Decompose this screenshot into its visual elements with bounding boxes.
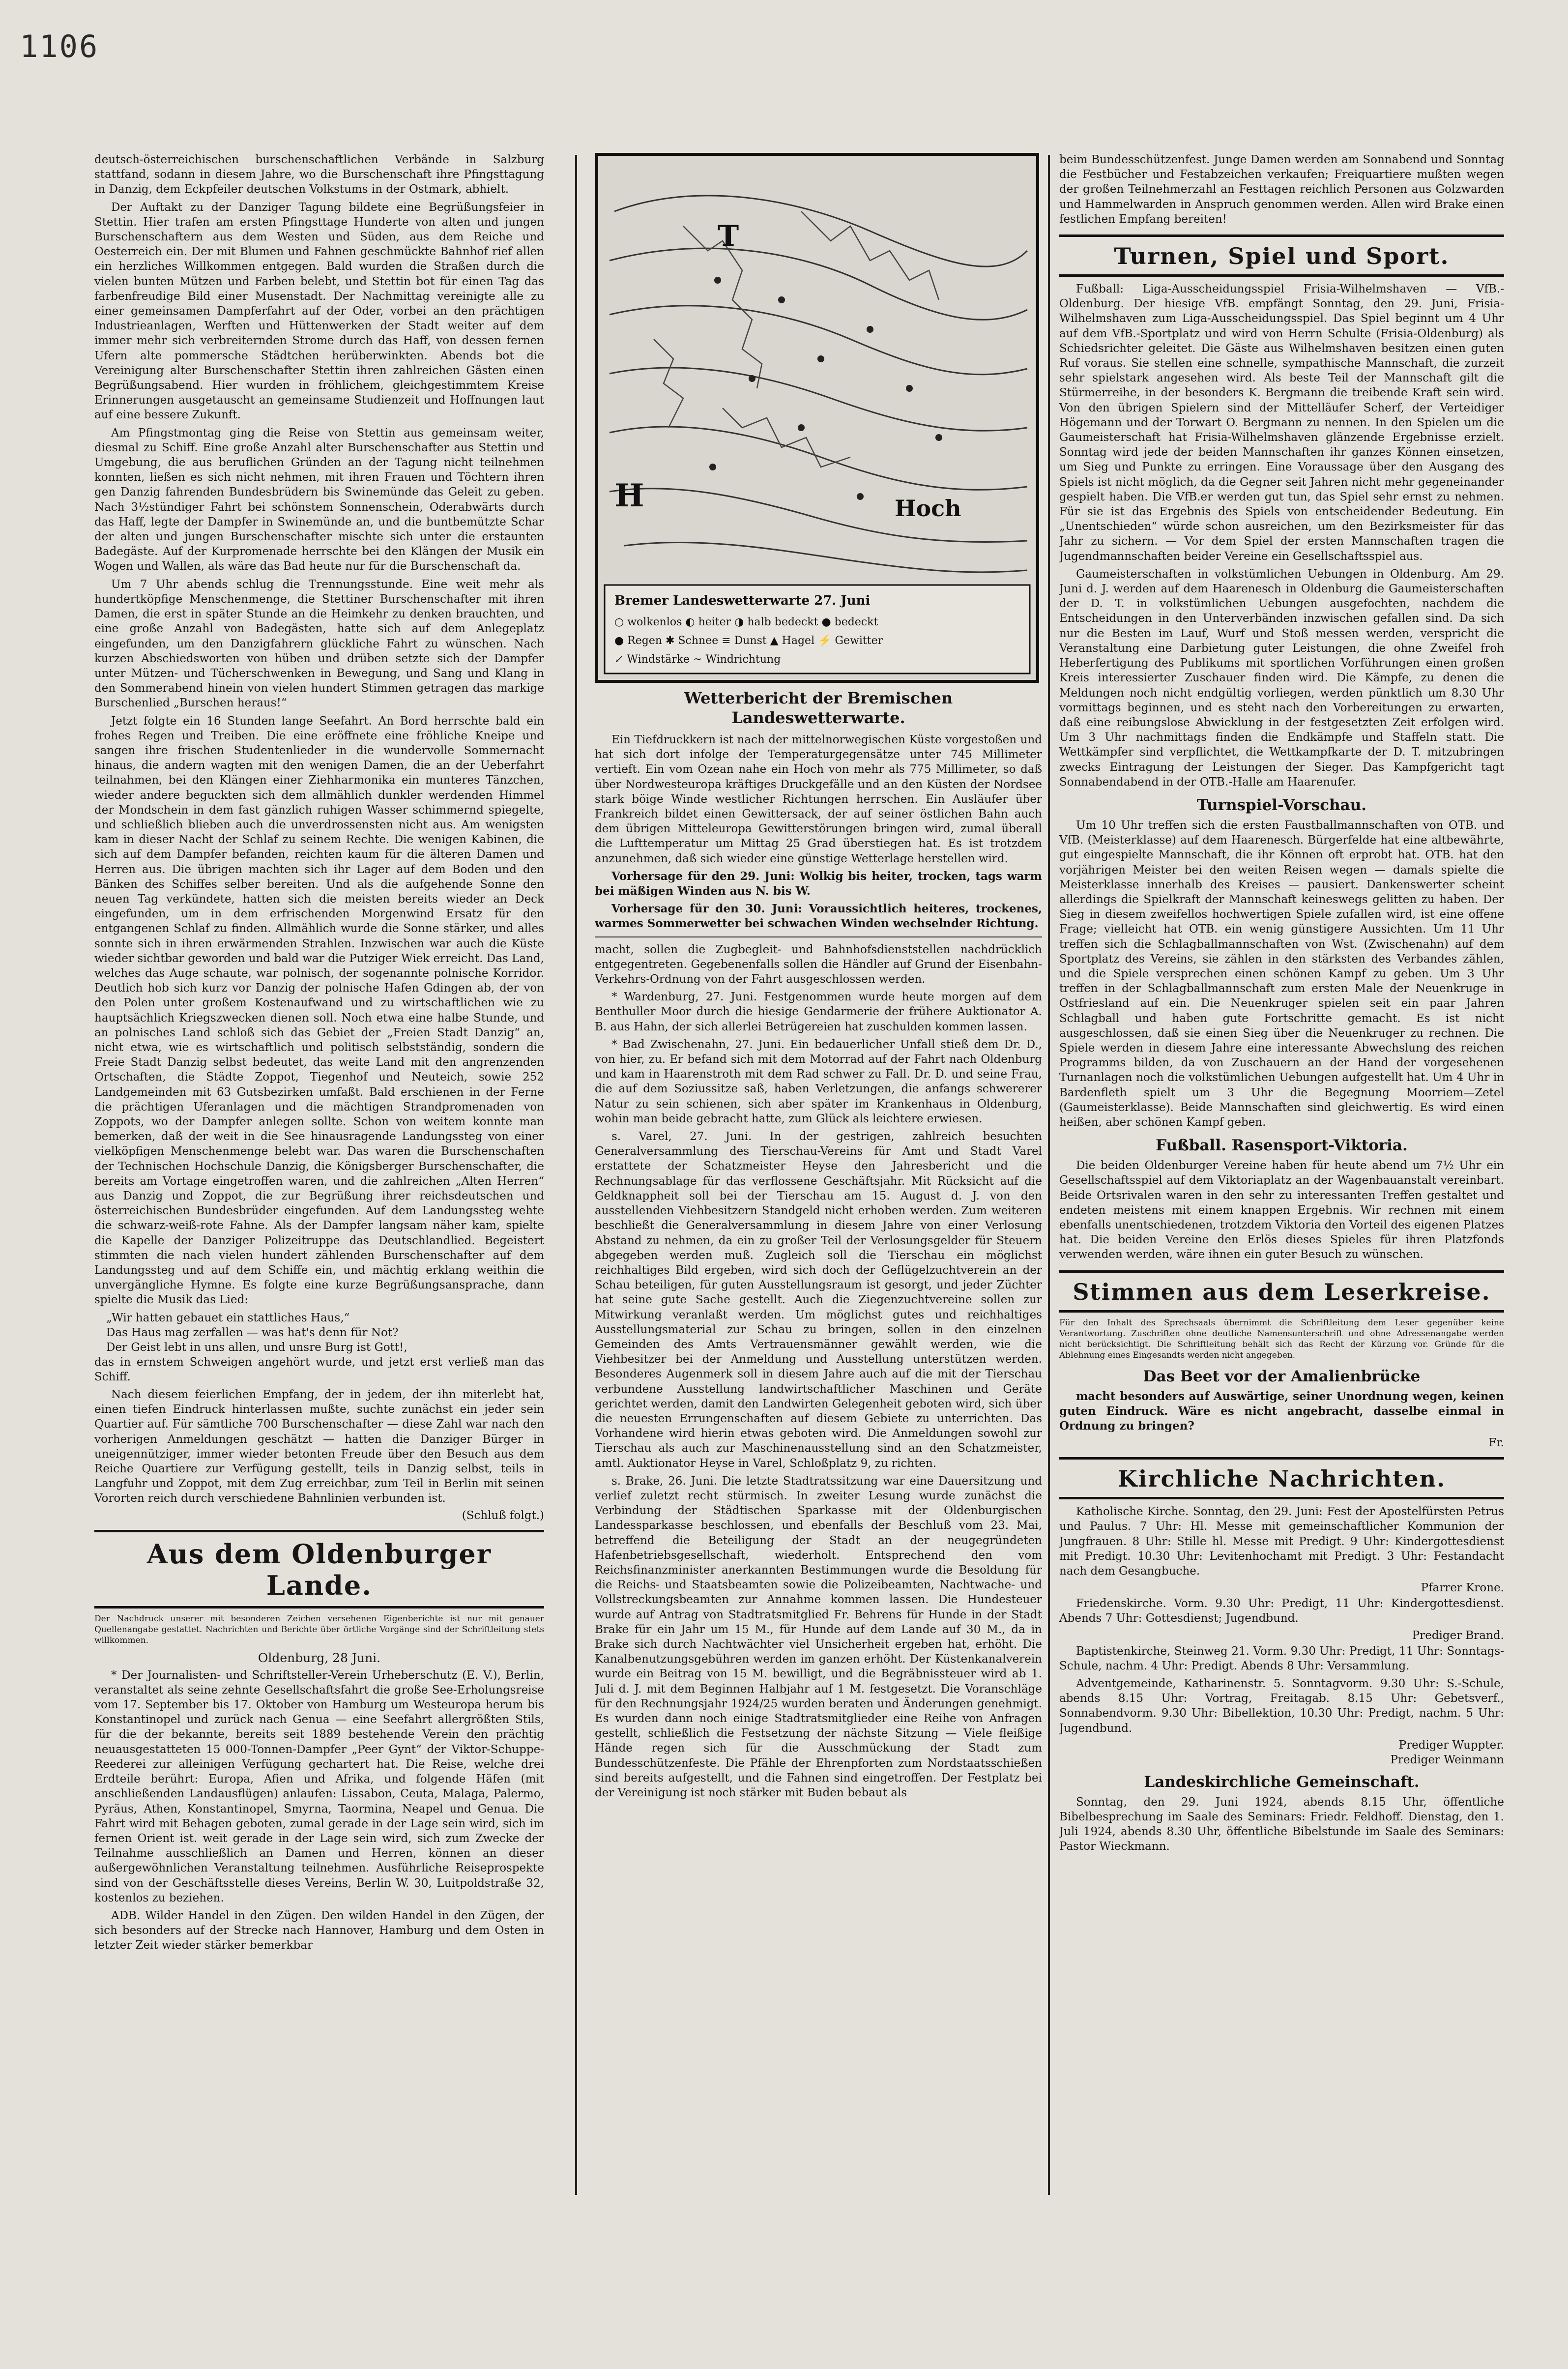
- article-paragraph: Nach diesem feierlichen Empfang, der in jedem, der ihn miterlebt hat, einen tiefen Eindruck hinterlassen mußte, suchte zunächst ein jeder sein Quartier auf. Für sämtliche 700 Burschenschafter — diese Zahl war nach den vorherigen Anmeldungen geschätzt — hatten die Danziger Bürger in uneigennütziger, immer wieder betonten Freude über den Besuch aus dem Reiche Quartiere zur Verfügung gestellt, teils in Danzig selbst, teils in Langfuhr und Zoppot, mit dem Zug erreichbar, zum Teil in Berlin mit seinen Vororten reich durch verschiedene Bahnlinien verbunden ist.: [94, 1388, 544, 1505]
- weather-report-text: Ein Tiefdruckkern ist nach der mittelnorwegischen Küste vorgestoßen und hat sich dort infolge der Temperaturgegensätze unter 745 Millimeter vertieft. Ein vom Ozean nahe ein Hoch von mehr als 775 Millimeter, so daß über Nordwesteuropa kräftiges Druckgefälle und an den Küsten der Nordsee stark böige Winde westlicher Richtungen herrschen. Ein Ausläufer über Frankreich bildet einen Gewittersack, der auf seiner östlichen Bahn auch dem übrigen Mitteleuropa Gewitterstörungen bringen wird, zumal überall die Lufttemperatur um Mittag 25 Grad überstiegen hat. Es ist trotzdem anzunehmen, daß sich wieder eine günstige Wetterlage herstellen wird.: [595, 733, 1042, 865]
- article-paragraph: * Bad Zwischenahn, 27. Juni. Ein bedauerlicher Unfall stieß dem Dr. D., von hier, zu. Er befand sich mit dem Motorrad auf der Fahrt nach Oldenburg und kam in Haarenstroth mit dem Rad schwer zu Fall. Dr. D. und seine Frau, die auf dem Soziussitze saß, haben Verletzungen, die anfangs schwererer Natur zu sein schienen, sich aber später im Krankenhaus in Oldenburg, wohin man beide gebracht hatte, zum Glück als leichtere erwiesen.: [595, 1038, 1042, 1125]
- church-signature: Pfarrer Krone.: [1421, 1581, 1504, 1595]
- article-paragraph: das in ernstem Schweigen angehört wurde, und jetzt erst verließ man das Schiff.: [94, 1355, 544, 1383]
- football-title: Fußball. Rasensport-Viktoria.: [1156, 1137, 1408, 1155]
- article-paragraph: * Wardenburg, 27. Juni. Festgenommen wurde heute morgen auf dem Benthuller Moor durch die hiesige Gendarmerie der frühere Auktionator A. B. aus Hahn, der sich allerlei Betrügereien hat zuschulden kommen lassen.: [595, 991, 1042, 1033]
- turnspiel-title: Turnspiel-Vorschau.: [1196, 796, 1367, 814]
- article-paragraph: Um 10 Uhr treffen sich die ersten Faustballmannschaften von OTB. und VfB. (Meisterklasse) auf dem Haarenesch. Bürgerfelde hat eine altbewährte, gut eingespielte Mannschaft, die ihr Können oft erprobt hat. OTB. hat den vorjährigen Meister bei den weiten Reisen wegen — damals spielte die Meisterklasse innerhalb des Kreises — pausiert. Dankenswerter scheint allerdings die Spielkraft der Mannschaft keineswegs gelitten zu haben. Der Sieg in diesem zweifellos hochwertigen Spiele zufallen wird, ist eine offene Frage; vielleicht hat OTB. ein wenig günstigere Aussichten. Um 11 Uhr treffen sich die Schlagballmannschaften von Wst. (Zwischenahn) auf dem Sportplatz des Vereins, sie zählen in den stärksten des Verbandes zählen, und die Spiele versprechen einen schönen Kampf zu geben. Um 3 Uhr treffen in der Schlagballmannschaft zum ersten Male der Neuenkruge in Ostfriesland auf ein. Die Neuenkruger spielen seit ein paar Jahren Schlagball und haben gute Fortschritte gemacht. Es ist nicht ausgeschlossen, daß sie einen Sieg über die Neuenkruger zu rechnen. Die Spiele werden in diesem Jahre eine interessante Abwechslung des reichen Programms bilden, da von Zuschauern an der Hand der vorgesehenen Turnanlagen noch die volkstümlichen Uebungen aufgestellt hat. Um 4 Uhr in Bardenfleth spielt um 3 Uhr die Begegnung Moorriem—Zetel (Gaumeisterklasse). Beide Mannschaften sind gleichwertig. Es wird einen heißen, aber schönen Kampf geben.: [1059, 819, 1504, 1129]
- article-paragraph: Um 7 Uhr abends schlug die Trennungsstunde. Eine weit mehr als hundertköpfige Menschenmenge, die Stettiner Burschenschafter mit ihren Damen, die erst in später Stunde an die Heimkehr zu denken brauchten, und eine große Anzahl von Badegästen, hatte sich auf dem Anlegeplatz eingefunden, um den Danzigfahrern glückliche Fahrt zu wünschen. Nach kurzen Abschiedsworten von hüben und drüben setzte sich der Dampfer unter Mützen- und Tücherschwenken in Bewegung, und Sang und Klang in den Sommerabend hinein von vielen hundert Stimmen getragen das markige Burschenlied „Burschen heraus!“: [94, 578, 544, 710]
- section-header-voices: Stimmen aus dem Leserkreise.: [1059, 1270, 1504, 1313]
- church-signature: Prediger Weinmann: [1390, 1753, 1504, 1766]
- voices-notice: Für den Inhalt des Sprechsaals übernimmt die Schriftleitung dem Leser gegenüber keine Verantwortung. Zuschriften ohne deutliche Namensunterschrift und ohne Adressenangabe werden nicht berücksichtigt. Die Schriftleitung behält sich das Recht der Kürzung vor. Gründe für die Ablehnung eines Eingesandts werden nicht angegeben.: [1059, 1317, 1504, 1360]
- column-3: [1059, 152, 1504, 2242]
- article-paragraph: ADB. Wilder Handel in den Zügen. Den wilden Handel in den Zügen, der sich besonders auf der Strecke nach Hannover, Hamburg und dem Osten in letzter Zeit wieder stärker bemerkbar: [94, 1909, 544, 1952]
- article-paragraph: * Der Journalisten- und Schriftsteller-Verein Urheberschutz (E. V.), Berlin, veranstaltet als seine zehnte Gesellschaftsfahrt die große See-Erholungsreise vom 17. September bis 17. Oktober von Hamburg um Westeuropa herum bis Konstantinopel und zurück nach Genua — eine Seefahrt allergrößten Stils, für die der bekannte, bereits seit 1889 bestehende Verein den prächtig neuausgestatteten 15 000-Tonnen-Dampfer „Peer Gynt“ der Viktor-Schuppe-Reederei zur alleinigen Verfügung gechartert hat. Die Reise, welche drei Erdteile berührt: Europa, Afien und Afrika, und folgende Häfen (mit anschließenden Landausflügen) anlaufen: Lissabon, Ceuta, Malaga, Palermo, Pyräus, Athen, Konstantinopel, Smyrna, Taormina, Neapel und Genua. Die Fahrt wird mit Behagen geboten, zumal gerade in der Lage sein wird, sich im fernen Orient ist. weit gerade in der Lage sein wird, sich zum Zwecke der Teilnahme ausschließlich an Damen und Herren, können an dieser außergewöhnlichen Veranstaltung teilnehmen. Ausführliche Reiseprospekte sind von der Geschäftsstelle dieses Vereins, Berlin W. 30, Luitpoldstraße 32, kostenlos zu beziehen.: [94, 1668, 544, 1904]
- weather-map-graphic: [595, 152, 1040, 683]
- weather-map: [595, 152, 1040, 683]
- article-paragraph: beim Bundesschützenfest. Junge Damen werden am Sonnabend und Sonntag die Festbücher und Festabzeichen verkaufen; Freiquartiere mußten wegen der großen Teilnehmerzahl an Festtagen reichlich Personen aus Golzwarden und Hammelwarden in Anspruch genommen werden. Allen wird Brake einen festlichen Empfang bereiten!: [1059, 153, 1504, 226]
- section-header-oldenburg: Aus dem Oldenburger Lande.: [94, 1530, 544, 1609]
- article-paragraph: Der Auftakt zu der Danziger Tagung bildete eine Begrüßungsfeier in Stettin. Hier trafen am ersten Pfingsttage Hunderte von alten und jungen Burschenschaftern aus dem Westen und Süden, aus dem Reiche und Oesterreich ein. Der mit Blumen und Fahnen geschmückte Bahnhof rief allen ein herzliches Willkommen entgegen. Bald wurden die Straßen durch die vielen bunten Mützen und Farben belebt, und Stettin bot für einen Tag das farbenfreudige Bild einer Musenstadt. Der Nachmittag vereinigte alle zu einer gemeinsamen Dampferfahrt auf der Oder, vorbei an den prächtigen Industrieanlagen, Werften und Hüttenwerken der Stadt weiter auf dem immer mehr sich verbreiternden Strome durch das Haff, von dessen fernen Ufern alte pommersche Städtchen herüberwinkten. Abends bot die Vereinigung alter Burschenschafter Stettin ihren zahlreichen Gästen einen Begrüßungsabend. Hier wurden in fröhlichem, gleichgestimmtem Kreise Erinnerungen ausgetauscht an gemeinsame Studienzeit und Hoffnungen laut auf eine bessere Zukunft.: [94, 201, 544, 422]
- bridge-letter-text: macht besonders auf Auswärtige, seiner Unordnung wegen, keinen guten Eindruck. Wäre es nicht angebracht, dasselbe einmal in Ordnung zu bringen?: [1059, 1389, 1504, 1433]
- song-line: „Wir hatten gebauet ein stattliches Haus,“: [106, 1311, 350, 1324]
- article-paragraph: Jetzt folgte ein 16 Stunden lange Seefahrt. An Bord herrschte bald ein frohes Regen und Treiben. Die eine eröffnete eine fröhliche Kneipe und sangen ihre frischen Studentenlieder in die wundervolle Sommernacht hinaus, die andern wagten mit den wenigen Damen, die an der Ueberfahrt teilnahmen, bei den Klängen einer Ziehharmonika ein munteres Tänzchen, wieder andere beguckten sich dem allmählich dunkler werdenden Himmel der Mondschein in dem fast gänzlich ruhigen Wasser schimmernd spiegelte, und schließlich blieben auch die unverdrossensten nicht aus. Am wenigsten kam in dieser Nacht der Schlaf zu seinem Rechte. Die wenigen Kabinen, die sich auf dem Dampfer befanden, reichten kaum für die älteren Damen und Herren aus. Die übrigen machten sich ihr Lager auf dem Boden und den Bänken des Schiffes selber bereiten. Und als die aufgehende Sonne den neuen Tag verkündete, hatten sich die meisten bereits wieder an Deck eingefunden, um in dem erfrischenden Morgenwind Ersatz für den entgangenen Schlaf zu finden. Allmählich wurde die Sonne stärker, und alles sonnte sich in ihren erwärmenden Strahlen. Inzwischen war auch die Küste wieder sichtbar geworden und bald war die Putziger Wiek erreicht. Das Land, welches das Auge schaute, war polnisch, der sogenannte polnische Korridor. Deutlich hob sich kurz vor Danzig der polnische Hafen Gdingen ab, der von den Polen unter großem Kostenaufwand und zu wirtschaftlichen wie zu hauptsächlich Kriegszwecken dienen soll. Noch etwa eine halbe Stunde, und an polnisches Land schloß sich das Gebiet der „Freien Stadt Danzig“ an, nicht etwa, wie es wirtschaftlich und politisch selbstständig, sondern die Freie Stadt Danzig selbst bedeutet, das weite Land mit den angrenzenden Ortschaften, die Städte Zoppot, Tiegenhof und Neuteich, sowie 252 Landgemeinden mit 63 Gutsbezirken umfaßt. Bald erschienen in der Ferne die prächtigen Uferanlagen und die mächtigen Strandpromenaden von Zoppots, wo der Dampfer anlegen sollte. Schon von weitem konnte man bemerken, daß der weit in die See hinausragende Landungssteg von einer vielköpfigen Menschenmenge belebt war. Das waren die Burschenschaften der Technischen Hochschule Danzig, die Königsberger Burschenschafter, die bereits am Vortage eingetroffen waren, und die zahlreichen „Alten Herren“ aus Danzig und Zoppot, die zur Begrüßung ihrer reichsdeutschen und österreichischen Bundesbrüder eingefunden. Auf dem Landungssteg wehte die schwarz-weiß-rote Fahne. Als der Dampfer langsam näher kam, spielte die Kapelle der Danziger Polizeitruppe das Deutschlandlied. Begeistert stimmten die nach vielen hundert zählenden Burschenschafter auf dem Landungssteg und auf dem Schiffe ein, und mächtig erklang weithin die unvergängliche Hymne. Es folgte eine kurze Begrüßungsansprache, dann spielte die Musik das Lied:: [94, 714, 544, 1307]
- church-notice: Baptistenkirche, Steinweg 21. Vorm. 9.30 Uhr: Predigt, 11 Uhr: Sonntags-Schule, nachm. 4 Uhr: Predigt. Abends 8 Uhr: Versammlung.: [1059, 1644, 1504, 1672]
- article-paragraph: Die beiden Oldenburger Vereine haben für heute abend um 7½ Uhr ein Gesellschaftsspiel auf dem Viktoriaplatz an der Wagenbauanstalt vereinbart. Beide Ortsrivalen waren in den sehr zu interessanten Treffen gestaltet und endeten meistens mit einem knappen Ergebnis. Wir rechnen mit einem ebenfalls unentschiedenen, trotzdem Viktoria den Vorteil des eigenen Platzes hat. Die beiden Vereine den Erlös dieses Spieles für ihren Platzfonds verwenden werden, wäre ihnen ein guter Besuch zu wünschen.: [1059, 1159, 1504, 1261]
- column-rule-2: [1048, 155, 1050, 2195]
- section-header-sport: Turnen, Spiel und Sport.: [1059, 234, 1504, 277]
- bridge-letter-signature: Fr.: [1488, 1436, 1504, 1450]
- landeskirch-title: Landeskirchliche Gemeinschaft.: [1144, 1773, 1420, 1791]
- church-notice: Friedenskirche. Vorm. 9.30 Uhr: Predigt, 11 Uhr: Kindergottesdienst. Abends 7 Uhr: Gottesdienst; Jugendbund.: [1059, 1597, 1504, 1625]
- church-notice: Adventgemeinde, Katharinenstr. 5. Sonntagvorm. 9.30 Uhr: S.-Schule, abends 8.15 Uhr: Vortrag, Freitagab. 8.15 Uhr: Gebetsverf., Sonnabendvorm. 9.30 Uhr: Bibellektion, 10.30 Uhr: Predigt, nachm. 5 Uhr: Jugendbund.: [1059, 1677, 1504, 1735]
- dateline: Oldenburg, 28 Juni.: [258, 1650, 381, 1665]
- church-signature: Prediger Brand.: [1412, 1629, 1504, 1642]
- reprint-notice: Der Nachdruck unserer mit besonderen Zeichen versehenen Eigenberichte ist nur mit genauer Quellenangabe gestattet. Nachrichten und Berichte über örtliche Vorgänge sind der Schriftleitung stets willkommen.: [94, 1613, 544, 1645]
- song-quote: [94, 1311, 544, 1355]
- church-signature: Prediger Wuppter.: [1398, 1738, 1504, 1752]
- article-paragraph: s. Varel, 27. Juni. In der gestrigen, zahlreich besuchten Generalversammlung des Tierschau-Vereins für Amt und Stadt Varel erstattete der Schatzmeister Heyse den Jahresbericht und die Rechnungsablage für das verflossene Geschäftsjahr. Mit Rücksicht auf die Geldknappheit soll bei der Tierschau am 15. August d. J. von den ausstellenden Viehbesitzern Standgeld nicht erhoben werden. Zum weiteren beschließt die Generalversammlung in diesem Jahre von einer Verlosung Abstand zu nehmen, da ein zu großer Teil der Verlosungsgelder für Steuern abgegeben werden muß. Zugleich soll die Tierschau ein möglichst reichhaltiges Bild ergeben, wird sich doch der Geflügelzuchtverein an der Schau beteiligen, für guten Ausstellungsraum ist gesorgt, und jeder Züchter hat seine gute Sache gestellt. Auch die Ziegenzuchtvereine sollen zur Mitwirkung veranlaßt werden. Um möglichst gutes und reichhaltiges Ausstellungsmaterial zur Schau zu bringen, sollen in den einzelnen Gemeinden des Amts Vertrauensmänner gewählt werden, wie die Viehbesitzer bei der Anmeldung und Ausstellung unterstützen werden. Besonderes Augenmerk soll in diesem Jahre auch auf die mit der Tierschau verbundene Ausstellung landwirtschaftlicher Maschinen und Geräte gerichtet werden, damit den Landwirten Gelegenheit geboten wird, sich über die neuesten Errungenschaften auf diesem Gebiete zu unterrichten. Das Vorhandene wird hierin etwas geboten wird. Die Anmeldungen sowohl zur Tierschau als auch zur Maschinenausstellung sind an den Schatzmeister, amtl. Auktionator Heyse in Varel, Schloßplatz 9, zu richten.: [595, 1130, 1042, 1470]
- song-line: Das Haus mag zerfallen — was hat's denn für Not?: [106, 1326, 399, 1339]
- continued-note: (Schluß folgt.): [462, 1509, 544, 1522]
- section-header-church: Kirchliche Nachrichten.: [1059, 1457, 1504, 1499]
- article-paragraph: deutsch-österreichischen burschenschaftlichen Verbände in Salzburg stattfand, sodann in diesem Jahre, wo die Burschenschaft ihre Pfingsttagung in Danzig, dem Eckpfeiler deutschen Volkstums in der Ostmark, abhielt.: [94, 153, 544, 196]
- map-legend-line: ● Regen ✱ Schnee ≡ Dunst ▲ Hagel ⚡ Gewitter: [614, 635, 883, 647]
- low-pressure-label: T: [718, 219, 739, 253]
- church-notice: Katholische Kirche. Sonntag, den 29. Juni: Fest der Apostelfürsten Petrus und Paulus. 7 Uhr: Hl. Messe mit gemeinschaftlicher Kommunion der Jungfrauen. 8 Uhr: Stille hl. Messe mit Predigt. 9 Uhr: Kindergottesdienst mit Predigt. 10.30 Uhr: Levitenhochamt mit Predigt. 3 Uhr: Festandacht nach dem Gesangbuche.: [1059, 1505, 1504, 1578]
- article-paragraph: Am Pfingstmontag ging die Reise von Stettin aus gemeinsam weiter, diesmal zu Schiff. Eine große Anzahl alter Burschenschafter aus Stettin und Umgebung, die aus beruflichen Gründen an der Tagung nicht teilnehmen konnten, ließen es sich nicht nehmen, mit ihren Frauen und Töchtern ihren gen Danzig fahrenden Bundesbrüdern bis Swinemünde das Geleit zu geben. Nach 3½stündiger Fahrt bei schönstem Sonnenschein, Oderabwärts durch das Haff, legte der Dampfer in Swinemünde an, und die buntbemützte Schar der alten und jungen Burschenschafter mischte sich unter die erstaunten Badegäste. Auf der Kurpromenade herrschte bei den Klängen der Musik ein Wogen und Wallen, als wäre das Bad heute nur für die Burschenschaft da.: [94, 426, 544, 573]
- forecast-29: Vorhersage für den 29. Juni: Wolkig bis heiter, trocken, tags warm bei mäßigen Winden aus N. bis W.: [595, 869, 1042, 898]
- map-legend-title: Bremer Landeswetterwarte 27. Juni: [614, 593, 871, 608]
- high-pressure-label: Hoch: [895, 495, 961, 522]
- divider: [595, 936, 1042, 937]
- weather-report-title: Wetterbericht der Bremischen Landeswetterwarte.: [684, 689, 953, 727]
- column-2: [595, 152, 1042, 2242]
- bridge-letter-title: Das Beet vor der Amalienbrücke: [1143, 1367, 1421, 1385]
- article-paragraph: s. Brake, 26. Juni. Die letzte Stadtratssitzung war eine Dauersitzung und verlief zuletzt recht stürmisch. In zweiter Lesung wurde zunächst die Verbindung der Städtischen Sparkasse mit der Oldenburgischen Landessparkasse beschlossen, und ebenfalls der Beschluß vom 23. Mai, betreffend die Beteiligung der Stadt an der neugegründeten Hafenbetriebsgesellschaft, wiederholt. Entsprechend den vom Reichsfinanzminister anerkannten Bestimmungen wurde die Besoldung für die Reichs- und Staatsbeamten sowie die Polizeibeamten, Nachtwache- und Vollstreckungsbeamten zur Annahme kommen lassen. Die Hundesteuer wurde auf Antrag von Stadtratsmitglied Fr. Behrens für Hunde in der Stadt Brake für ein Jahr um 15 M., für Hunde auf dem Lande auf 30 M., da in Brake sich durch Nachtwächter viel Unsicherheit ergeben hat, erhöht. Die Kanalbenutzungsgebühren werden im ganzen erhöht. Der Küstenkanalverein wurde ein Beitrag von 15 M. bewilligt, und die Begräbnissteuer wird ab 1. Juli d. J. mit dem Beginnen Halbjahr auf 1 M. festgesetzt. Die Voranschläge für den Rechnungsjahr 1924/25 wurden beraten und Änderungen genehmigt. Es wurden dann noch einige Stadtratsmitglieder eine Reihe von Anfragen gestellt, schließlich die Festsetzung der nächste Sitzung — Viele fleißige Hände regen sich für die Ausschmückung der Stadt zum Bundesschützenfeste. Die Pfähle der Ehrenpforten zum Nordstaatsschießen sind bereits aufgestellt, und die Fahnen sind eingetroffen. Der Festplatz bei der Vereinigung ist noch stärker mit Buden bebaut als: [595, 1474, 1042, 1800]
- column-1: [94, 152, 544, 2242]
- page-number: 1106: [20, 29, 99, 64]
- landeskirch-text: Sonntag, den 29. Juni 1924, abends 8.15 Uhr, öffentliche Bibelbesprechung im Saale des Seminars: Friedr. Feldhoff. Dienstag, den 1. Juli 1924, abends 8.30 Uhr, öffentliche Bibelstunde im Saale des Seminars: Pastor Wieckmann.: [1059, 1795, 1504, 1853]
- high-pressure-label: H: [614, 477, 644, 514]
- forecast-30: Vorhersage für den 30. Juni: Voraussichtlich heiteres, trockenes, warmes Sommerwetter bei schwachen Winden wechselnder Richtung.: [595, 902, 1042, 931]
- song-line: Der Geist lebt in uns allen, und unsre Burg ist Gott!,: [106, 1341, 407, 1354]
- map-legend-line: ○ wolkenlos ◐ heiter ◑ halb bedeckt ● bedeckt: [614, 616, 878, 628]
- map-legend-line: ↙ Windstärke ~ Windrichtung: [614, 653, 781, 666]
- article-paragraph: macht, sollen die Zugbegleit- und Bahnhofsdienststellen nachdrücklich entgegentreten. Gegebenenfalls sollen die Händler auf Grund der Eisenbahn-Verkehrs-Ordnung von der Fahrt ausgeschlossen werden.: [595, 943, 1042, 986]
- article-paragraph: Fußball: Liga-Ausscheidungsspiel Frisia-Wilhelmshaven — VfB.-Oldenburg. Der hiesige VfB. empfängt Sonntag, den 29. Juni, Frisia-Wilhelmshaven zum Liga-Ausscheidungsspiel. Das Spiel beginnt um 4 Uhr auf dem VfB.-Sportplatz und wird von Herrn Schulte (Frisia-Oldenburg) als Schiedsrichter geleitet. Die Gäste aus Wilhelmshaven besitzen einen guten Ruf voraus. Sie stellen eine schnelle, sympathische Mannschaft, die zurzeit sehr spielstark angesehen wird. Als beste Teil der Mannschaft gilt die Stürmerreihe, in der besonders K. Bergmann die treibende Kraft sein wird. Von den übrigen Spielern sind der Mittelläufer Scherf, der Verteidiger Högemann und der Torwart O. Bergmann zu nennen. In den Spielen um die Gaumeisterschaft hat Frisia-Wilhelmshaven glänzende Ergebnisse erzielt. Sonntag wird jede der beiden Mannschaften ihr ganzes Können einsetzen, um Sieg und Punkte zu erringen. Eine Voraussage über den Ausgang des Spiels ist nicht möglich, da die Gegner seit Jahren nicht mehr gegeneinander gespielt haben. Die VfB.er werden gut tun, das Spiel sehr ernst zu nehmen. Für sie ist das Ergebnis des Spiels von entscheidender Bedeutung. Ein „Unentschieden“ würde schon ausreichen, um den Bezirksmeister für das Jahr zu sichern. — Vor dem Spiel der ersten Mannschaften tragen die Jugendmannschaften beider Vereine ein Gesellschaftsspiel aus.: [1059, 283, 1504, 563]
- column-rule-1: [575, 155, 577, 2195]
- article-paragraph: Gaumeisterschaften in volkstümlichen Uebungen in Oldenburg. Am 29. Juni d. J. werden auf dem Haarenesch in Oldenburg die Gaumeisterschaften der D. T. in volkstümlichen Uebungen ausgefochten, nachdem die Entscheidungen in den Unterverbänden inzwischen gefallen sind. Da sich nur die Besten im Lauf, Wurf und Stoß messen werden, verspricht die Veranstaltung eine Darbietung guter Leistungen, die ohne Zweifel froh Heberfertigung des Publikums mit sportlichen Vorführungen einen großen Kreis interessierter Zuschauer finden wird. Die Kämpfe, zu denen die Meldungen noch nicht endgültig vorliegen, werden pünktlich um 8.30 Uhr vormittags beginnen, und es steht nach den Vorbereitungen zu erwarten, daß eine reibungslose Abwicklung in der festgesetzten Zeit erfolgen wird. Um 3 Uhr nachmittags finden die Endkämpfe und Staffeln statt. Die Wettkämpfer sind verpflichtet, die Wettkampfkarte der D. T. mitzubringen zwecks Eintragung der Leistungen der Sieger. Das Kampfgericht tagt Sonnabendabend in der OTB.-Halle am Haarenufer.: [1059, 567, 1504, 789]
